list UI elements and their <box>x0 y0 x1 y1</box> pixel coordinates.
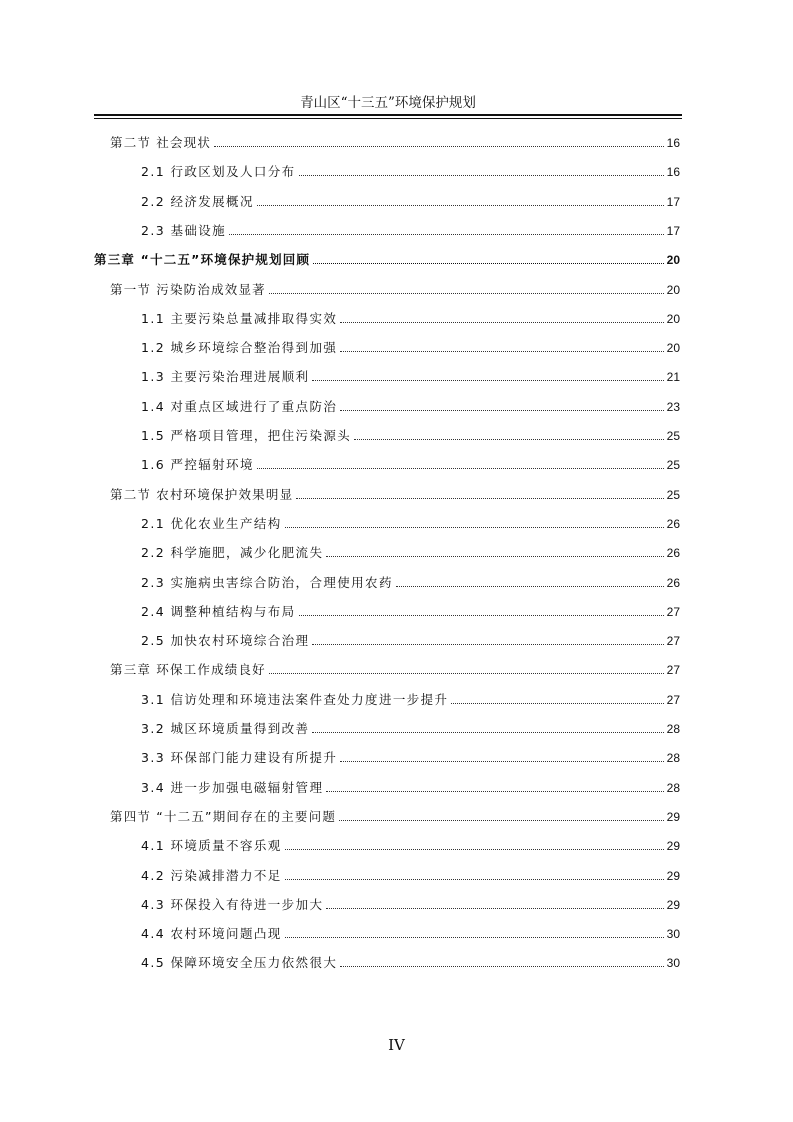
toc-entry-page-number: 26 <box>666 546 680 561</box>
toc-subsection-entry[interactable] <box>141 541 680 561</box>
toc-subsection-entry[interactable] <box>141 424 680 444</box>
toc-entry-label: 3.1 信访处理和环境违法案件查处力度进一步提升 <box>141 691 449 707</box>
toc-subsection-entry[interactable] <box>141 688 680 708</box>
toc-subsection-entry[interactable] <box>141 395 680 415</box>
toc-chapter-entry[interactable] <box>94 248 680 268</box>
toc-subsection-entry[interactable] <box>141 893 680 913</box>
toc-entry-page-number: 28 <box>666 722 680 736</box>
toc-subsection-entry[interactable] <box>141 717 680 737</box>
toc-entry-label: 4.1 环境质量不容乐观 <box>141 838 282 854</box>
toc-entry-label: 第四节 “十二五”期间存在的主要问题 <box>110 808 337 824</box>
toc-subsection-entry[interactable] <box>141 365 680 385</box>
toc-section-entry[interactable] <box>110 278 680 298</box>
toc-dot-leader <box>313 262 663 264</box>
toc-entry-page-number: 16 <box>666 165 680 180</box>
toc-section-entry[interactable] <box>110 131 680 151</box>
toc-section-entry[interactable] <box>110 805 680 825</box>
toc-entry-page-number: 30 <box>666 927 680 942</box>
toc-entry-page-number: 25 <box>666 487 680 502</box>
toc-entry-label: 3.2 城区环境质量得到改善 <box>141 721 310 736</box>
toc-entry-label: 4.3 环保投入有待进一步加大 <box>141 896 324 912</box>
toc-subsection-entry[interactable] <box>141 571 680 591</box>
toc-subsection-entry[interactable] <box>141 600 680 620</box>
toc-entry-page-number: 29 <box>666 897 680 912</box>
toc-dot-leader <box>299 614 664 616</box>
toc-subsection-entry[interactable] <box>141 746 680 766</box>
toc-dot-leader <box>285 878 664 880</box>
toc-dot-leader <box>326 907 663 909</box>
toc-entry-page-number: 29 <box>666 839 680 854</box>
toc-entry-page-number: 20 <box>666 253 680 268</box>
running-header: 青山区“十三五”环境保护规划 <box>300 95 476 111</box>
toc-entry-label: 1.5 严格项目管理，把住污染源头 <box>141 428 352 443</box>
toc-entry-page-number: 29 <box>666 809 680 824</box>
toc-dot-leader <box>285 936 664 938</box>
toc-dot-leader <box>257 467 664 469</box>
toc-dot-leader <box>340 350 663 352</box>
toc-entry-page-number: 25 <box>666 429 680 443</box>
toc-entry-label: 2.1 行政区划及人口分布 <box>141 164 296 180</box>
toc-subsection-entry[interactable] <box>141 776 680 796</box>
toc-dot-leader <box>299 174 664 176</box>
toc-entry-page-number: 27 <box>666 692 680 707</box>
toc-subsection-entry[interactable] <box>141 864 680 884</box>
toc-dot-leader <box>214 145 664 147</box>
toc-entry-label: 3.4 进一步加强电磁辐射管理 <box>141 779 324 795</box>
toc-section-entry[interactable] <box>110 483 680 503</box>
toc-entry-page-number: 26 <box>666 516 680 531</box>
toc-subsection-entry[interactable] <box>141 307 680 327</box>
toc-dot-leader <box>257 204 664 206</box>
toc-subsection-entry[interactable] <box>141 453 680 473</box>
toc-subsection-entry[interactable] <box>141 922 680 942</box>
toc-entry-page-number: 27 <box>666 663 680 678</box>
toc-entry-page-number: 28 <box>666 751 680 766</box>
toc-dot-leader <box>340 409 663 411</box>
toc-entry-label: 第二节 社会现状 <box>110 135 212 150</box>
toc-dot-leader <box>451 702 663 704</box>
toc-entry-label: 1.2 城乡环境综合整治得到加强 <box>141 340 338 356</box>
toc-entry-label: 2.3 实施病虫害综合防治，合理使用农药 <box>141 574 393 590</box>
toc-dot-leader <box>354 438 663 440</box>
toc-subsection-entry[interactable] <box>141 629 680 649</box>
toc-subsection-entry[interactable] <box>141 190 680 210</box>
page-number: IV <box>388 1036 405 1054</box>
toc-entry-label: 1.6 严控辐射环境 <box>141 457 254 473</box>
toc-subsection-entry[interactable] <box>141 219 680 239</box>
toc-entry-label: 1.3 主要污染治理进展顺利 <box>141 369 310 385</box>
toc-subsection-entry[interactable] <box>141 834 680 854</box>
toc-entry-page-number: 27 <box>666 604 680 619</box>
toc-dot-leader <box>312 643 663 645</box>
toc-entry-page-number: 16 <box>666 136 680 150</box>
toc-entry-page-number: 20 <box>666 282 680 297</box>
toc-entry-label: 2.4 调整种植结构与布局 <box>141 603 296 619</box>
toc-entry-label: 2.2 科学施肥，减少化肥流失 <box>141 545 324 561</box>
toc-dot-leader <box>340 965 663 967</box>
toc-entry-page-number: 25 <box>666 458 680 473</box>
toc-dot-leader <box>340 321 663 323</box>
toc-entry-label: 1.4 对重点区域进行了重点防治 <box>141 398 338 414</box>
toc-dot-leader <box>339 819 664 821</box>
toc-dot-leader <box>326 790 663 792</box>
toc-entry-label: 2.1 优化农业生产结构 <box>141 515 282 531</box>
toc-section-entry[interactable] <box>110 658 680 678</box>
toc-entry-label: 1.1 主要污染总量减排取得实效 <box>141 310 338 326</box>
toc-entry-page-number: 29 <box>666 868 680 883</box>
toc-entry-label: 第三章 “十二五”环境保护规划回顾 <box>94 252 311 268</box>
toc-subsection-entry[interactable] <box>141 951 680 971</box>
toc-entry-label: 第三章 环保工作成绩良好 <box>110 662 266 678</box>
toc-entry-page-number: 21 <box>666 370 680 385</box>
toc-entry-label: 3.3 环保部门能力建设有所提升 <box>141 750 338 766</box>
toc-dot-leader <box>285 526 664 528</box>
toc-entry-page-number: 26 <box>666 575 680 590</box>
toc-entry-page-number: 20 <box>666 341 680 356</box>
toc-dot-leader <box>312 731 663 733</box>
toc-entry-label: 第一节 污染防治成效显著 <box>110 281 266 297</box>
toc-dot-leader <box>340 760 663 762</box>
toc-entry-page-number: 30 <box>666 956 680 971</box>
toc-subsection-entry[interactable] <box>141 160 680 180</box>
toc-entry-label: 第二节 农村环境保护效果明显 <box>110 486 294 502</box>
toc-subsection-entry[interactable] <box>141 512 680 532</box>
toc-entry-page-number: 20 <box>666 311 680 326</box>
toc-entry-page-number: 17 <box>666 194 680 209</box>
toc-entry-page-number: 23 <box>666 399 680 414</box>
toc-dot-leader <box>285 848 664 850</box>
toc-entry-label: 2.3 基础设施 <box>141 222 227 238</box>
toc-dot-leader <box>312 379 663 381</box>
toc-entry-label: 2.2 经济发展概况 <box>141 193 254 209</box>
toc-dot-leader <box>296 497 663 499</box>
toc-dot-leader <box>326 555 663 557</box>
toc-entry-page-number: 27 <box>666 634 680 649</box>
toc-entry-page-number: 17 <box>666 223 680 238</box>
toc-entry-page-number: 28 <box>666 780 680 795</box>
toc-dot-leader <box>396 585 664 587</box>
toc-dot-leader <box>269 292 664 294</box>
toc-entry-label: 4.5 保障环境安全压力依然很大 <box>141 955 338 971</box>
toc-dot-leader <box>269 672 664 674</box>
toc-entry-label: 4.2 污染减排潜力不足 <box>141 867 282 883</box>
toc-subsection-entry[interactable] <box>141 336 680 356</box>
toc-entry-label: 2.5 加快农村环境综合治理 <box>141 633 310 649</box>
toc-entry-label: 4.4 农村环境问题凸现 <box>141 926 282 942</box>
toc-dot-leader <box>229 233 664 235</box>
